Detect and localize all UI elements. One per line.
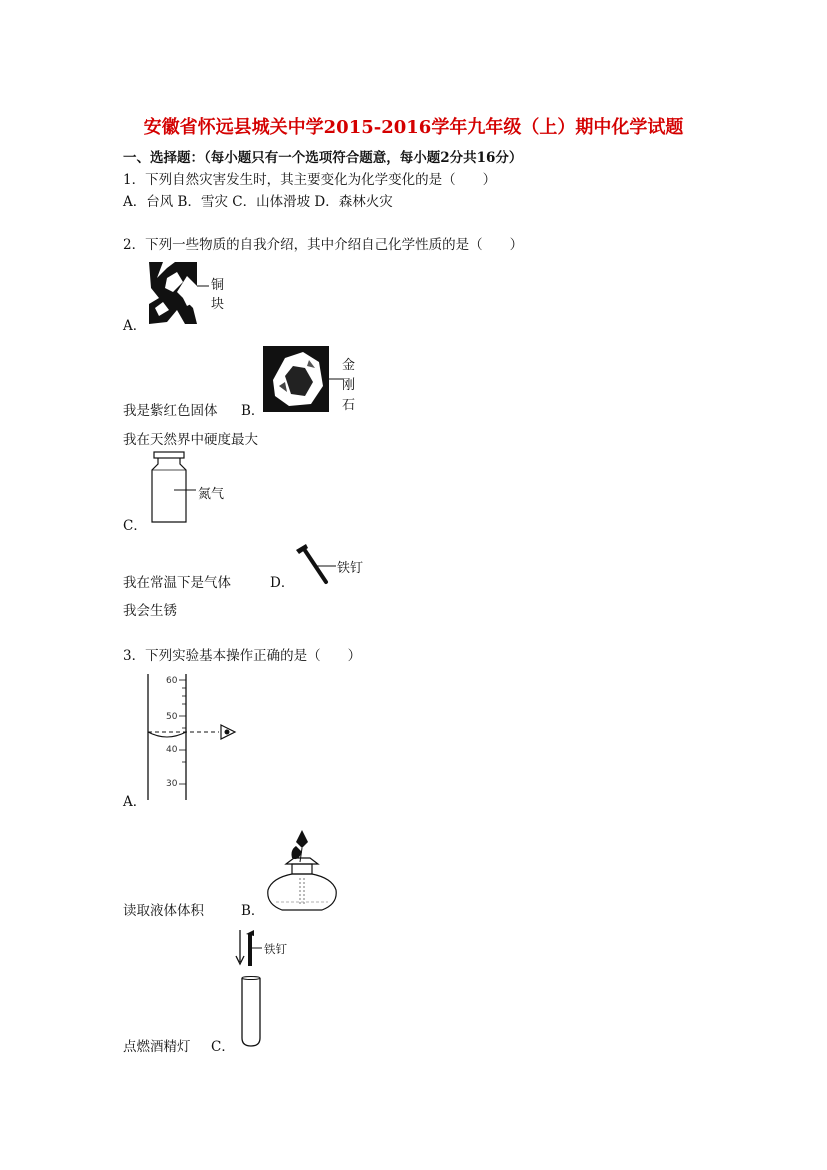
diamond-label-3: 石 <box>342 398 356 413</box>
q1-stem: 1．下列自然灾害发生时，其主要变化为化学变化的是（ ） <box>123 172 497 188</box>
q3-option-b-marker: B． <box>241 903 265 919</box>
q2-option-d-marker: D． <box>270 575 295 591</box>
q2-stem: 2．下列一些物质的自我介绍，其中介绍自己化学性质的是（ ） <box>123 237 524 253</box>
q3-option-c-marker: C． <box>211 1039 235 1055</box>
graduated-cylinder-image <box>145 672 245 804</box>
q3-stem: 3．下列实验基本操作正确的是（ ） <box>123 648 362 664</box>
cylinder-tick-60: 60 <box>166 676 178 686</box>
nitrogen-label: 氮气 <box>198 487 225 502</box>
q2-option-a-text: 我是紫红色固体 <box>123 403 218 419</box>
cylinder-tick-30: 30 <box>166 779 178 789</box>
q3-iron-nail-label: 铁钉 <box>264 942 287 956</box>
cylinder-tick-50: 50 <box>166 712 178 722</box>
diamond-label-2: 刚 <box>342 378 356 393</box>
iron-nail-label: 铁钉 <box>337 561 364 576</box>
copper-label-1: 铜 <box>211 278 225 293</box>
q3-option-a-text: 读取液体体积 <box>123 903 204 919</box>
copper-label-2: 块 <box>211 297 225 312</box>
exam-title: 安徽省怀远县城关中学2015-2016学年九年级（上）期中化学试题 <box>143 117 684 138</box>
alcohol-lamp-image <box>262 828 342 916</box>
q2-option-c-marker: C． <box>123 518 147 534</box>
q2-option-a-marker: A． <box>123 318 147 334</box>
q2-option-b-text: 我在天然界中硬度最大 <box>123 432 258 448</box>
q2-option-c-text: 我在常温下是气体 <box>123 575 231 591</box>
q2-option-d-text: 我会生锈 <box>123 603 177 619</box>
nail-image <box>292 542 342 586</box>
cylinder-tick-40: 40 <box>166 745 178 755</box>
diamond-label-1: 金 <box>342 358 356 373</box>
section-heading: 一、选择题：（每小题只有一个选项符合题意，每小题2分共16分） <box>123 150 523 166</box>
q2-option-b-marker: B． <box>241 403 265 419</box>
q3-option-b-text: 点燃酒精灯 <box>123 1039 191 1055</box>
q3-option-a-marker: A． <box>123 794 147 810</box>
q1-options: A．台风 B．雪灾 C．山体滑坡 D．森林火灾 <box>123 194 393 210</box>
